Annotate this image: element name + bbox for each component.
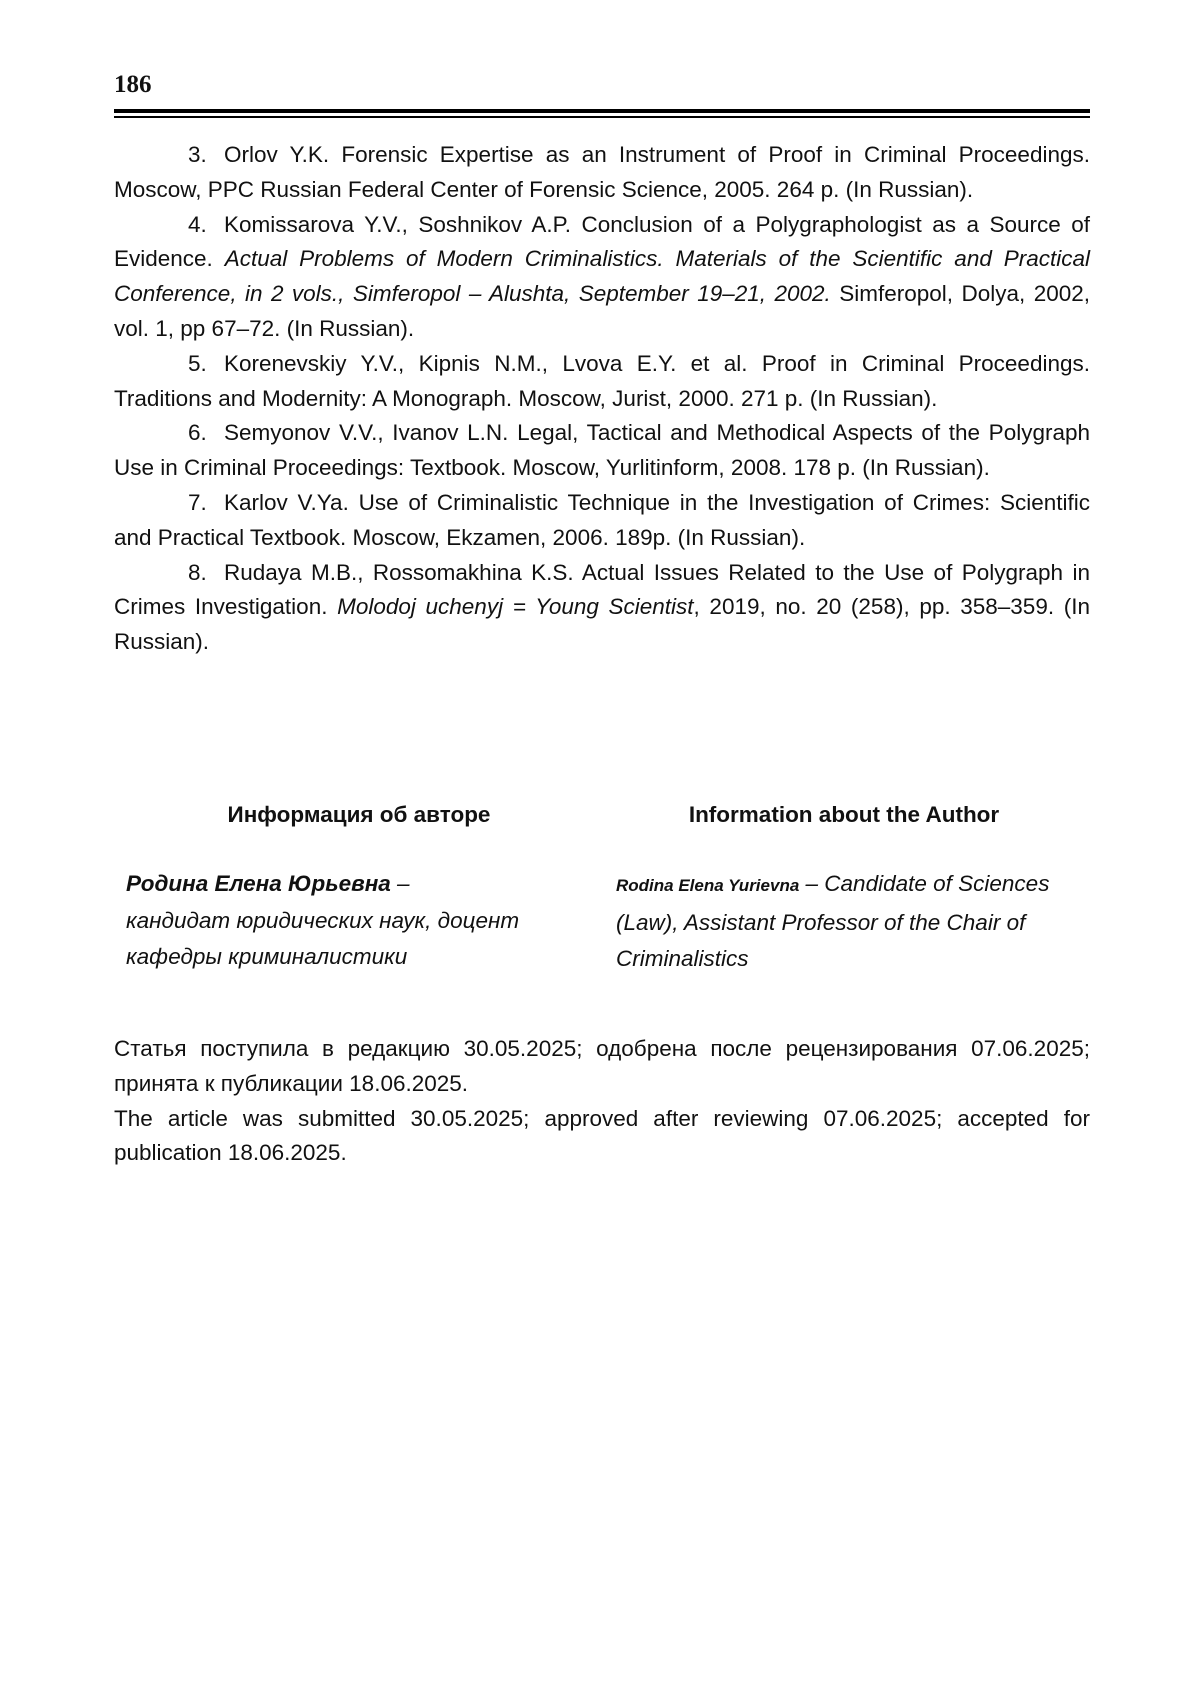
reference-number: 6. (188, 420, 207, 446)
reference-text: Rudaya M.B., Rossomakhina K.S. Actual Issues Related to the Use of Polygraph in Crimes Investigation. (114, 559, 1090, 620)
reference-item (114, 486, 1090, 556)
author-info-heading-en: Information about the Author (688, 802, 1000, 827)
reference-text: Semyonov V.V., Ivanov L.N. Legal, Tactical and Methodical Aspects of the Polygraph Use in Criminal Proceedings: Textbook. Moscow, Yurlitinform, 2008. 178 p. (In Russian). (114, 420, 1090, 481)
reference-text: Karlov V.Ya. Use of Criminalistic Technique in the Investigation of Crimes: Scientific and Practical Textbook. Moscow, Ekzamen, 2006. 189p. (In Russian). (114, 489, 1090, 550)
author-name-ru: Родина Елена Юрьевна (126, 871, 391, 896)
author-details-ru: кандидат юридических наук, доцент кафедры криминалистики (126, 907, 520, 969)
reference-number: 7. (188, 489, 207, 515)
reference-item (114, 208, 1090, 347)
reference-number: 3. (188, 142, 207, 167)
author-info-en (616, 866, 1090, 978)
reference-number: 4. (188, 211, 207, 237)
author-info-ru (126, 866, 596, 976)
author-dash-ru: – (390, 871, 410, 896)
reference-item (114, 416, 1090, 486)
reference-number: 5. (188, 350, 207, 376)
reference-item (114, 556, 1090, 660)
article-dates-ru: Статья поступила в редакцию 30.05.2025; одобрена после рецензирования 07.06.2025; принята к публикации 18.06.2025. (114, 1036, 1090, 1096)
reference-text: Orlov Y.K. Forensic Expertise as an Instrument of Proof in Criminal Proceedings. Moscow, PPC Russian Federal Center of Forensic Science, 2005. 264 p. (In Russian). (114, 142, 1090, 202)
reference-item (114, 347, 1090, 417)
reference-number: 8. (188, 559, 207, 585)
article-dates-en: The article was submitted 30.05.2025; approved after reviewing 07.06.2025; accepted for publication 18.06.2025. (114, 1105, 1090, 1166)
reference-text: Simferopol, Dolya, 2002, vol. 1, pp 67–72. (In Russian). (114, 281, 1090, 341)
reference-item (114, 138, 1090, 208)
author-details-en: – Candidate of Sciences (Law), Assistant Professor of the Chair of Criminalistics (616, 871, 1050, 971)
reference-source-title: Actual Problems of Modern Criminalistics. Materials of the Scientific and Practical Conference, in 2 vols., Simferopol – Alushta, September 19–21, 2002. (114, 246, 1090, 307)
reference-text: Komissarova Y.V., Soshnikov A.P. Conclusion of a Polygraphologist as a Source of Evidence. (114, 211, 1090, 272)
author-info-heading-ru: Информация об авторе (227, 802, 491, 827)
page-number: 186 (114, 71, 152, 98)
article-dates (114, 1032, 1090, 1171)
header-rule-thin (114, 116, 1090, 118)
header-rule-thick (114, 109, 1090, 113)
reference-text: Korenevskiy Y.V., Kipnis N.M., Lvova E.Y. et al. Proof in Criminal Proceedings. Traditions and Modernity: A Monograph. Moscow, Jurist, 2000. 271 p. (In Russian). (114, 350, 1090, 411)
reference-source-title: Molodoj uchenyj = Young Scientist (337, 594, 694, 620)
reference-list (114, 138, 1090, 660)
author-name-en: Rodina Elena Yurievna (616, 876, 800, 895)
reference-text: , 2019, no. 20 (258), pp. 358–359. (In Russian). (114, 594, 1090, 655)
